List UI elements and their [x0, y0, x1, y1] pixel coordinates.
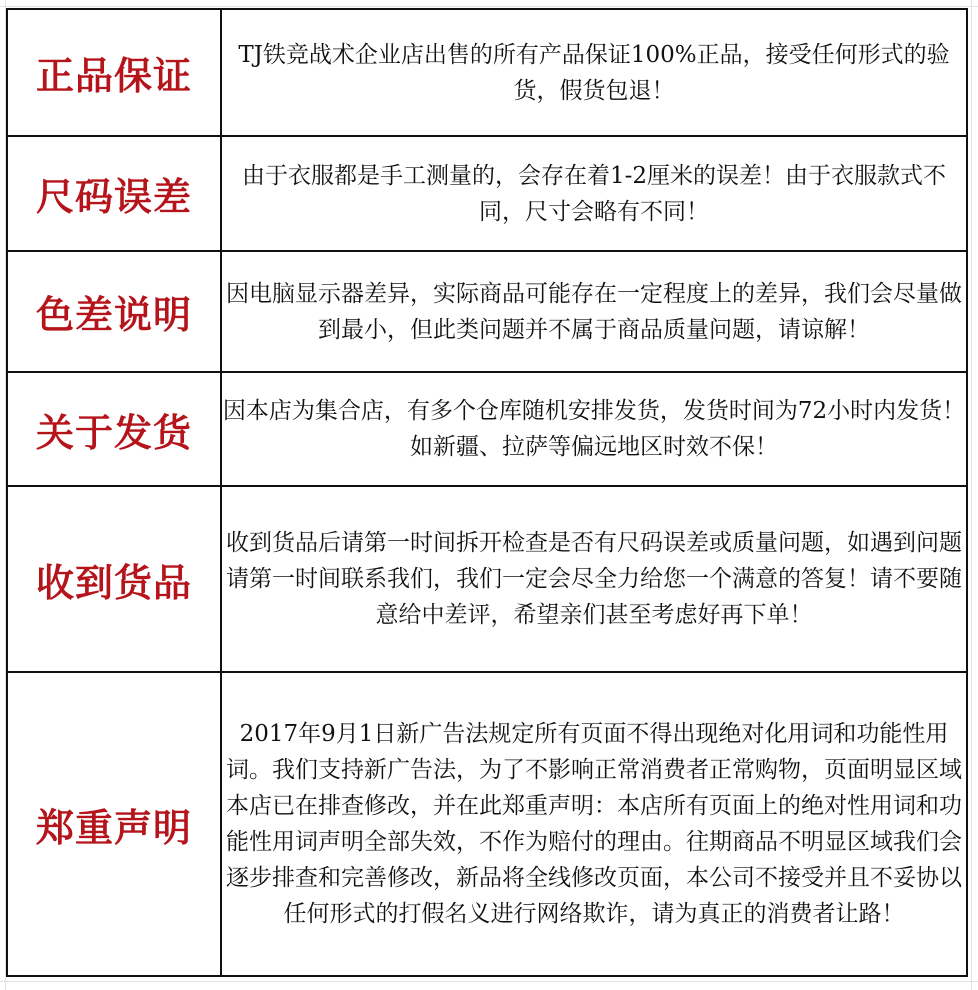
policy-text-cell[interactable]: 2017年9月1日新广告法规定所有页面不得出现绝对化用词和功能性用词。我们支持新广告法，为了不影响正常消费者正常购物，页面明显区域本店已在排查修改，并在此郑重声明：本店所有页面上的绝对性用词和功能性用词声明全部失效，不作为赔付的理由。往期商品不明显区域我们会逐步排查和完善修改，新品将全线修改页面，本公司不接受并且不妥协以任何形式的打假名义进行网络欺诈，请为真正的消费者让路！: [221, 672, 967, 976]
grid-line: [971, 0, 972, 990]
policy-text-cell[interactable]: TJ铁竞战术企业店出售的所有产品保证100%正品，接受任何形式的验货，假货包退！: [221, 9, 967, 136]
policy-label-cell[interactable]: [7, 372, 221, 486]
policy-text-cell[interactable]: 因电脑显示器差异，实际商品可能存在一定程度上的差异，我们会尽量做到最小，但此类问题并不属于商品质量问题，请谅解！: [221, 251, 967, 372]
policy-label-cell[interactable]: [7, 486, 221, 672]
policy-row-color-difference: [7, 251, 967, 372]
store-policy-table: [6, 8, 968, 977]
policy-label: 正品保证: [35, 54, 192, 98]
policy-label: 色差说明: [35, 293, 192, 337]
policy-row-authentic: [7, 9, 967, 136]
policy-text-cell[interactable]: 收到货品后请第一时间拆开检查是否有尺码误差或质量问题，如遇到问题请第一时间联系我们，我们一定会尽全力给您一个满意的答复！请不要随意给中差评，希望亲们甚至考虑好再下单！: [221, 486, 967, 672]
policy-label: 郑重声明: [35, 805, 192, 850]
grid-line: [0, 6, 978, 7]
policy-label-cell[interactable]: [7, 251, 221, 372]
policy-row-size-error: [7, 136, 967, 251]
policy-text-cell[interactable]: 因本店为集合店，有多个仓库随机安排发货，发货时间为72小时内发货！如新疆、拉萨等偏远地区时效不保！: [221, 372, 967, 486]
policy-label-cell[interactable]: [7, 9, 221, 136]
policy-label-cell[interactable]: [7, 136, 221, 251]
grid-line: [0, 981, 978, 982]
policy-label: 收到货品: [35, 560, 192, 605]
policy-row-declaration: [7, 672, 967, 976]
policy-text-cell[interactable]: 由于衣服都是手工测量的，会存在着1-2厘米的误差！由于衣服款式不同，尺寸会略有不同！: [221, 136, 967, 251]
policy-label: 尺码误差: [35, 175, 192, 219]
policy-row-shipping: [7, 372, 967, 486]
policy-label-cell[interactable]: [7, 672, 221, 976]
policy-label: 关于发货: [35, 410, 192, 455]
policy-row-receiving: [7, 486, 967, 672]
